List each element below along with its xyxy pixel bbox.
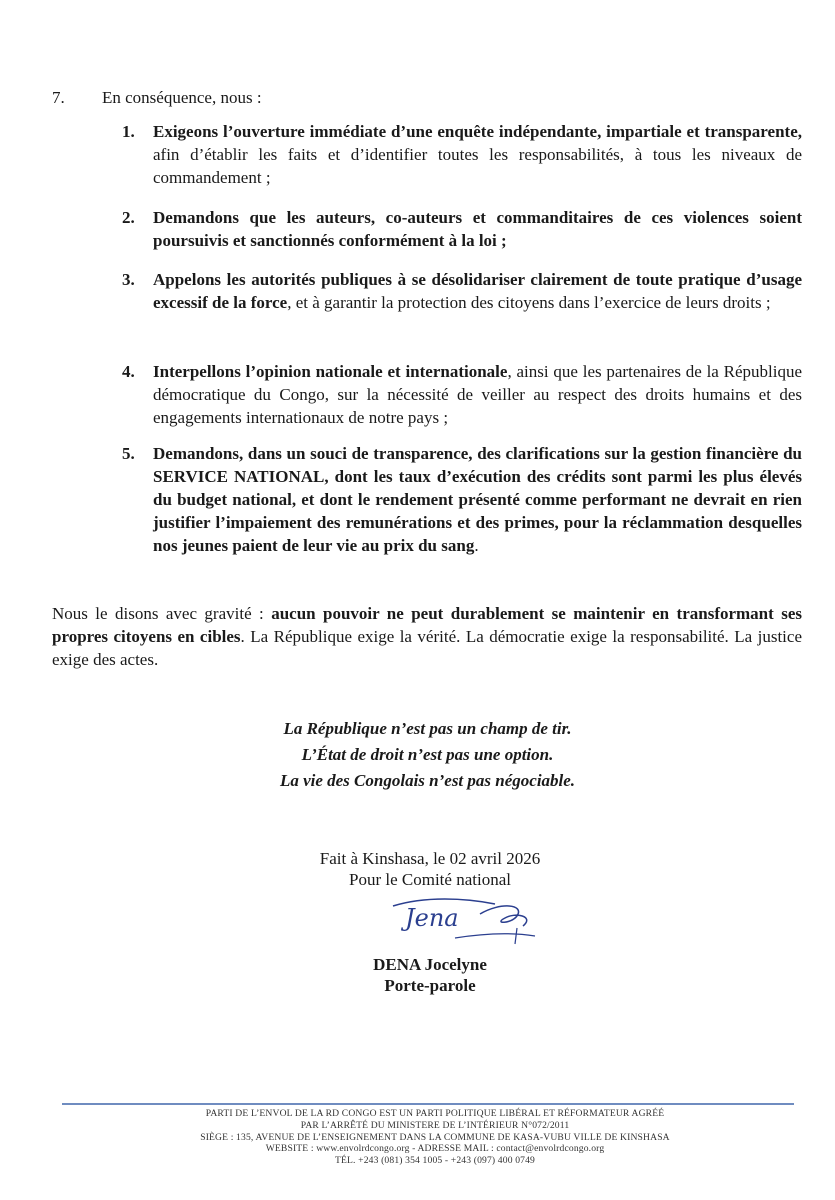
place-date: Fait à Kinshasa, le 02 avril 2026 (319, 849, 541, 868)
closing-bold-text: aucun pouvoir ne peut durablement se maintenir en transformant ses propres citoyens en cibles (52, 604, 802, 646)
demand-bold-text: Appelons les autorités publiques à se désolidariser clairement de toute pratique d’usage excessif de la force (153, 270, 802, 312)
demand-bold-text: Demandons, dans un souci de transparence, des clarifications sur la gestion financière du SERVICE NATIONAL, dont les taux d’exécution des crédits sont parmi les plus élevés du budget national, et dont le rendement présenté comme performant ne devrait en rien justifier l’impaiement des remunérations et des primes, pour la réclammation desquelles nos jeunes paient de leur vie au prix du sang (153, 444, 802, 555)
demand-number: 4. (122, 362, 135, 381)
intro-number: 7. (52, 88, 65, 107)
signer-block (250, 954, 610, 996)
demand-number: 3. (122, 270, 135, 289)
demand-number: 5. (122, 444, 135, 463)
demand-item-4 (122, 360, 802, 429)
motto-block (0, 716, 835, 794)
demand-number: 1. (122, 122, 135, 141)
footer-line-3: SIÈGE : 135, AVENUE DE L’ENSEIGNEMENT DANS LA COMMUNE DE KASA-VUBU VILLE DE KINSHASA (200, 1131, 670, 1143)
demand-item-3 (122, 268, 802, 314)
footer-line-5: TÉL. +243 (081) 354 1005 - +243 (097) 400 0749 (335, 1155, 535, 1167)
signer-role: Porte-parole (384, 976, 476, 995)
motto-line-3: La vie des Congolais n’est pas négociable. (279, 771, 576, 790)
demand-bold-text: Interpellons l’opinion nationale et internationale (153, 362, 508, 381)
demand-number: 2. (122, 208, 135, 227)
footer-line-4: WEBSITE : www.envolrdcongo.org - ADRESSE MAIL : contact@envolrdcongo.org (265, 1143, 605, 1155)
demand-text: . (474, 536, 479, 555)
intro-line (52, 86, 262, 110)
demand-item-1 (122, 120, 802, 189)
demand-item-5 (122, 442, 802, 557)
closing-lead: Nous le disons avec gravité : (52, 604, 272, 623)
footer (40, 1108, 830, 1167)
closing-text: . La République exige la vérité. La démocratie exige la responsabilité. La justice exige des actes. (52, 627, 802, 669)
demand-bold-text: Demandons que les auteurs, co-auteurs et commanditaires de ces violences soient poursuivis et sanctionnés conformément à la loi ; (153, 208, 802, 250)
motto-line-2: L’État de droit n’est pas une option. (301, 745, 554, 764)
footer-line-2: PAR L’ARRÊTÉ DU MINISTERE DE L’INTÉRIEUR N°072/2011 (300, 1119, 570, 1131)
handwritten-signature (385, 894, 545, 954)
motto-line-1: La République n’est pas un champ de tir. (283, 719, 572, 738)
signature-header (250, 848, 610, 890)
closing-paragraph (52, 602, 802, 671)
intro-text: En conséquence, nous : (102, 88, 262, 107)
demand-text: afin d’établir les faits et d’identifier toutes les responsabilités, à tous les niveaux de commandement ; (153, 145, 802, 187)
demand-bold-text: Exigeons l’ouverture immédiate d’une enquête indépendante, impartiale et transparente, (153, 122, 802, 141)
footer-divider (62, 1103, 794, 1105)
signature-scribble-text: Jena (405, 904, 459, 932)
demand-item-2 (122, 206, 802, 252)
footer-line-1: PARTI DE L’ENVOL DE LA RD CONGO EST UN PARTI POLITIQUE LIBÉRAL ET RÉFORMATEUR AGRÉÉ (205, 1108, 665, 1119)
on-behalf-line: Pour le Comité national (349, 870, 511, 889)
signer-name: DENA Jocelyne (373, 955, 487, 974)
demand-text: , et à garantir la protection des citoyens dans l’exercice de leurs droits ; (287, 293, 771, 312)
demand-text: , ainsi que les partenaires de la République démocratique du Congo, sur la nécessité de veiller au respect des droits humains et des engagements internationaux de notre pays ; (153, 362, 803, 427)
